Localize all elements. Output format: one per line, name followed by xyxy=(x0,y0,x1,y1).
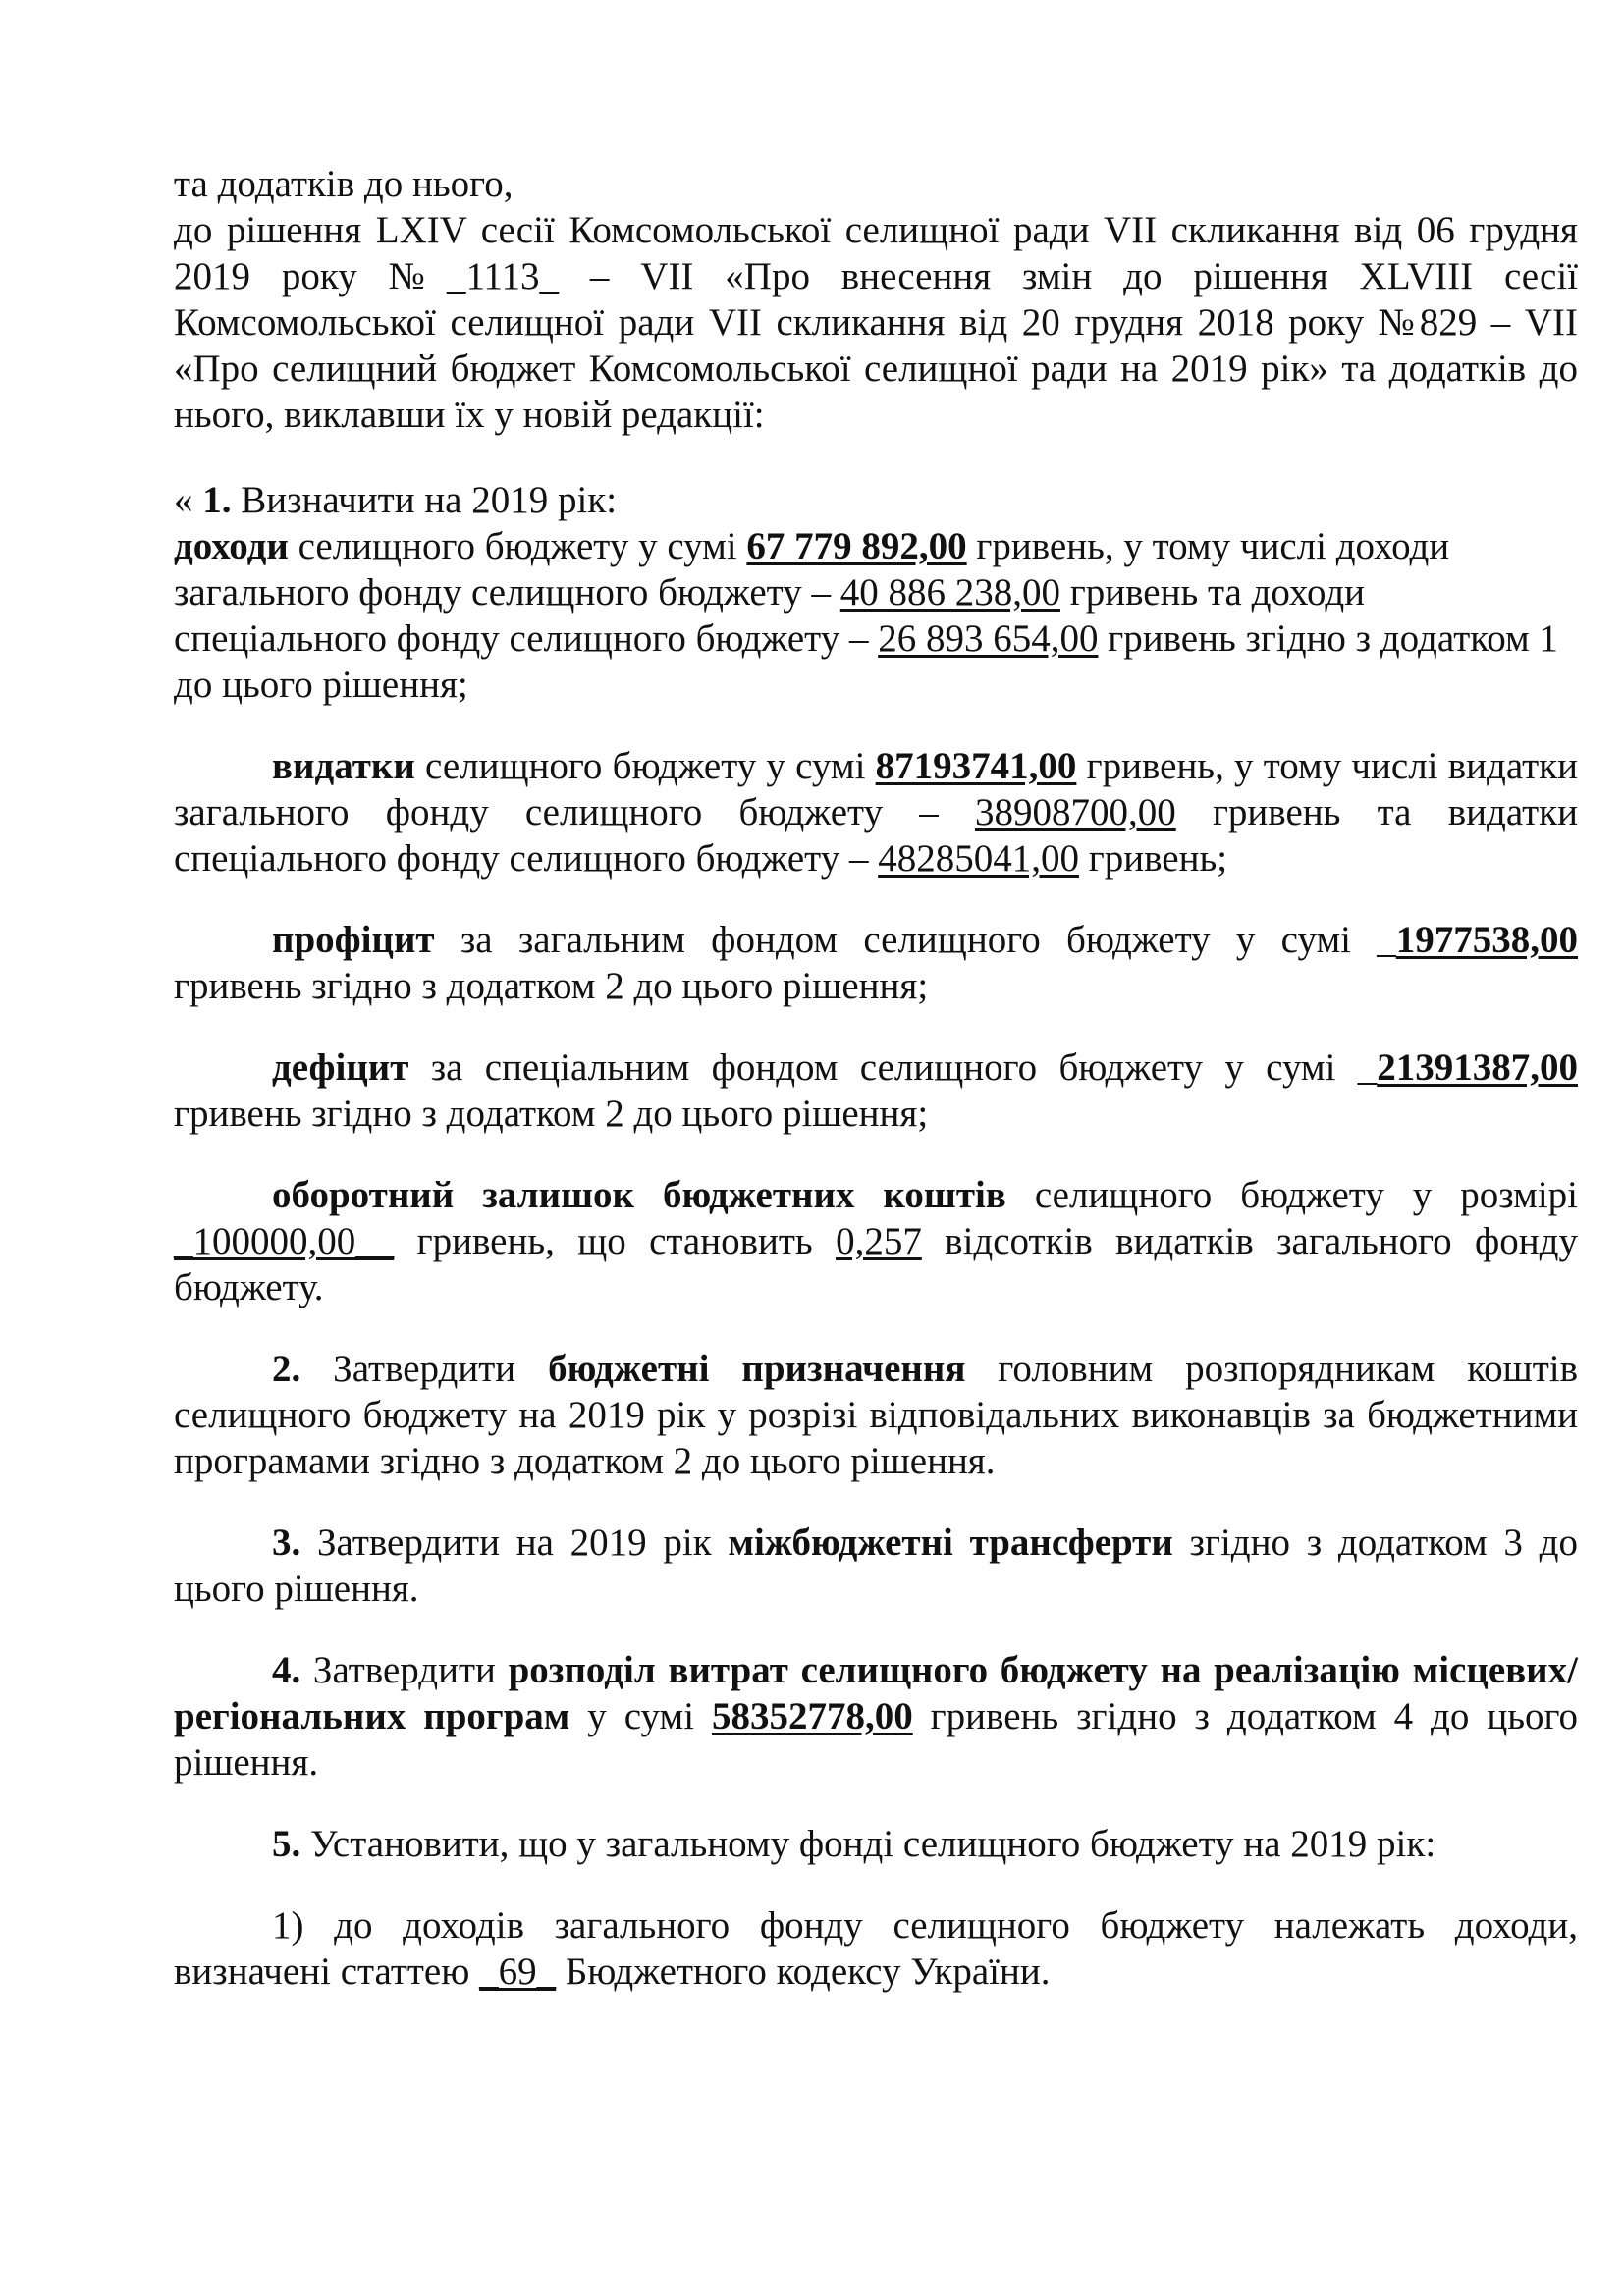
income-total: 67 779 892,00 xyxy=(746,525,967,567)
item-number: 3. xyxy=(272,1522,301,1564)
expenses-label: видатки xyxy=(272,745,415,787)
item-4-paragraph: 4. Затвердити розподіл витрат селищного бюджету на реалізацію місцевих/регіональних програм у сумі 58352778,00 гривень згідно з додатком 4 до цього рішення. xyxy=(174,1649,1578,1784)
item-4-bold: розподіл витрат селищного бюджету на реалізацію місцевих/регіональних програм xyxy=(174,1649,1578,1737)
item-5-paragraph: 5. Установити, що у загальному фонді селищного бюджету на 2019 рік: xyxy=(272,1823,1436,1865)
income-paragraph: доходи селищного бюджету у сумі 67 779 892,00 гривень, у тому числі доходи загального фонду селищного бюджету – 40 886 238,00 гривень та доходи спеціального фонду селищного бюджету – 26 893 654,00 гривень згідно з додатком 1 до цього рішення; xyxy=(174,525,1558,706)
deficit-value: 21391387,00 xyxy=(1377,1046,1578,1089)
item-3-bold: міжбюджетні трансферти xyxy=(728,1522,1173,1564)
header-line: та додатків до нього, xyxy=(174,163,514,205)
reserve-paragraph: оборотний залишок бюджетних коштів селищного бюджету у розмірі _100000,00__ гривень, що становить 0,257 відсотків видатків загального фонду бюджету. xyxy=(174,1174,1579,1308)
article-number: _69_ xyxy=(479,1950,557,1993)
income-general: 40 886 238,00 xyxy=(839,571,1060,614)
document-page xyxy=(174,161,1578,1995)
deficit-paragraph: дефіцит за спеціальним фондом селищного бюджету у сумі _21391387,00 гривень згідно з додатком 2 до цього рішення; xyxy=(174,1046,1578,1135)
item-number: 5. xyxy=(272,1823,301,1865)
deficit-label: дефіцит xyxy=(272,1046,409,1089)
expenses-paragraph: видатки селищного бюджету у сумі 87193741,00 гривень, у тому числі видатки загального фонду селищного бюджету – 38908700,00 гривень та видатки спеціального фонду селищного бюджету – 48285041,00 гривень; xyxy=(174,745,1578,880)
item-2-paragraph: 2. Затвердити бюджетні призначення головним розпорядникам коштів селищного бюджету на 2019 рік у розрізі відповідальних виконавців за бюджетними програмами згідно з додатком 2 до цього рішення. xyxy=(174,1348,1578,1482)
surplus-paragraph: профіцит за загальним фондом селищного бюджету у сумі _1977538,00 гривень згідно з додатком 2 до цього рішення; xyxy=(174,919,1578,1007)
reserve-percent: 0,257 xyxy=(836,1220,922,1262)
income-special: 26 893 654,00 xyxy=(878,617,1099,660)
item-number: 2. xyxy=(272,1348,301,1390)
item-1-heading: « 1. Визначити на 2019 рік: xyxy=(174,479,618,521)
surplus-label: профіцит xyxy=(272,919,435,961)
item-4-value: 58352778,00 xyxy=(711,1695,913,1737)
reserve-label: оборотний залишок бюджетних коштів xyxy=(272,1174,1006,1216)
item-5-sub-1: 1) до доходів загального фонду селищного бюджету належать доходи, визначені статтею _69_ Бюджетного кодексу України. xyxy=(174,1904,1578,1993)
expenses-special: 48285041,00 xyxy=(878,837,1079,880)
surplus-value: 1977538,00 xyxy=(1395,919,1578,961)
reserve-value: _100000,00__ xyxy=(174,1220,395,1262)
item-number: 4. xyxy=(272,1649,301,1691)
item-2-bold: бюджетні призначення xyxy=(548,1348,966,1390)
expenses-general: 38908700,00 xyxy=(974,791,1176,833)
intro-paragraph: до рішення LXIV сесії Комсомольської селищної ради VII скликання від 06 грудня 2019 року №_1113_ – VII «Про внесення змін до рішення XLVIII сесії Комсомольської селищної ради VII скликання від 20 грудня 2018 року №829 – VII «Про селищний бюджет Комсомольської селищної ради на 2019 рік» та додатків до нього, виклавши їх у новій редакції: xyxy=(174,209,1578,436)
item-3-paragraph: 3. Затвердити на 2019 рік міжбюджетні трансферти згідно з додатком 3 до цього рішення. xyxy=(174,1522,1578,1610)
expenses-total: 87193741,00 xyxy=(875,745,1077,787)
income-label: доходи xyxy=(174,525,289,567)
item-number: 1. xyxy=(202,479,232,521)
